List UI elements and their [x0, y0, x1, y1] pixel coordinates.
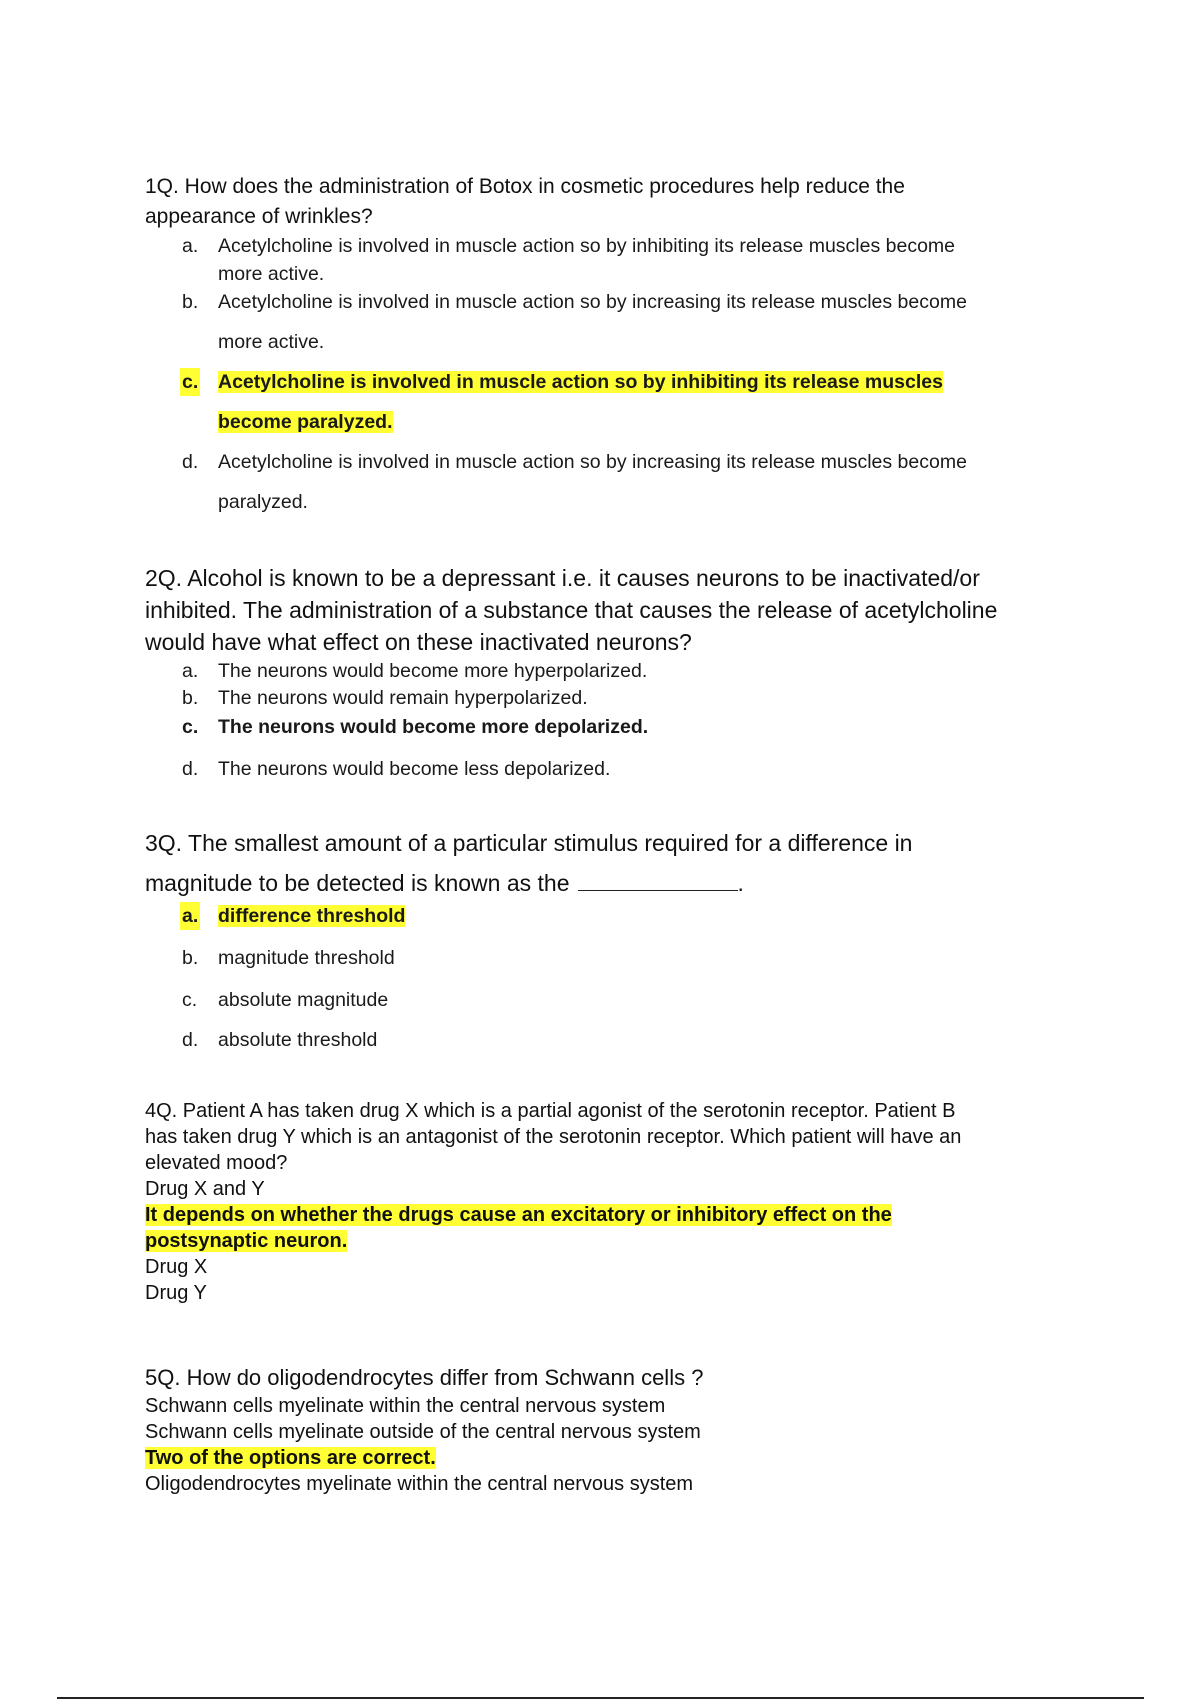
option-letter: a.	[182, 660, 199, 682]
question-1-option-d	[145, 448, 1075, 516]
option-text: difference threshold	[218, 905, 406, 927]
option-text-line-1: Acetylcholine is involved in muscle action so by inhibiting its release muscles become	[218, 235, 956, 257]
question-3-option-b	[145, 944, 1075, 972]
question-2-stem-line-3: would have what effect on these inactivated neurons?	[145, 629, 692, 655]
question-4-option-2-line-2: postsynaptic neuron.	[145, 1230, 348, 1252]
question-4	[145, 1098, 1075, 1306]
option-text-line-1: Acetylcholine is involved in muscle action so by inhibiting its release muscles	[218, 371, 943, 393]
question-2-stem-line-1: 2Q. Alcohol is known to be a depressant i.e. it causes neurons to be inactivated/or	[145, 565, 980, 591]
question-3-option-d	[145, 1026, 1075, 1054]
option-letter: c.	[182, 989, 198, 1011]
question-1-option-b	[145, 288, 1075, 356]
option-letter: b.	[182, 947, 199, 969]
question-3	[145, 822, 1075, 1054]
question-2-option-a	[145, 658, 1075, 685]
question-4-option-4: Drug Y	[145, 1282, 207, 1304]
question-3-stem-line-1: 3Q. The smallest amount of a particular stimulus required for a difference in	[145, 830, 913, 856]
option-text: absolute magnitude	[218, 989, 389, 1011]
option-text-line-2: more active.	[218, 263, 325, 285]
option-letter: a.	[182, 235, 199, 257]
answer-blank	[578, 870, 738, 891]
question-3-stem-line-2	[145, 864, 1075, 902]
option-text: The neurons would become more depolarized.	[218, 716, 649, 738]
option-text-line-2: paralyzed.	[218, 491, 308, 513]
question-1-option-c	[145, 368, 1075, 436]
question-2-option-c	[145, 714, 1075, 741]
question-5	[145, 1363, 1075, 1497]
option-letter: d.	[182, 451, 199, 473]
question-1-stem-line-1: 1Q. How does the administration of Botox in cosmetic procedures help reduce the	[145, 175, 905, 198]
question-4-stem-line-1: 4Q. Patient A has taken drug X which is a partial agonist of the serotonin receptor. Patient B	[145, 1100, 956, 1122]
question-3-stem-text: magnitude to be detected is known as the	[145, 870, 570, 896]
option-text: The neurons would become less depolarized.	[218, 758, 611, 780]
option-letter: a.	[180, 902, 200, 930]
option-text-line-1: Acetylcholine is involved in muscle action so by increasing its release muscles become	[218, 291, 967, 313]
question-2-option-b	[145, 685, 1075, 712]
option-letter: d.	[182, 758, 199, 780]
option-text-line-2: more active.	[218, 331, 325, 353]
option-text: absolute threshold	[218, 1029, 378, 1051]
question-5-option-2: Schwann cells myelinate outside of the central nervous system	[145, 1421, 701, 1443]
question-4-option-1: Drug X and Y	[145, 1178, 265, 1200]
footer-rule	[57, 1697, 1144, 1699]
question-2-option-d	[145, 756, 1075, 783]
option-letter: c.	[180, 368, 200, 396]
question-4-option-3: Drug X	[145, 1256, 208, 1278]
question-5-option-3: Two of the options are correct.	[145, 1447, 436, 1469]
question-2-stem-line-2: inhibited. The administration of a substance that causes the release of acetylcholine	[145, 597, 998, 623]
option-text: The neurons would remain hyperpolarized.	[218, 687, 588, 709]
question-1-option-a	[145, 232, 1075, 288]
question-5-option-4: Oligodendrocytes myelinate within the central nervous system	[145, 1473, 694, 1495]
option-text-line-1: Acetylcholine is involved in muscle action so by increasing its release muscles become	[218, 451, 967, 473]
question-5-stem: 5Q. How do oligodendrocytes differ from Schwann cells ?	[145, 1365, 704, 1390]
question-3-option-c	[145, 986, 1075, 1014]
question-1-stem-line-2: appearance of wrinkles?	[145, 205, 373, 228]
option-letter: d.	[182, 1029, 199, 1051]
option-letter: c.	[182, 716, 199, 738]
option-text-line-2: become paralyzed.	[218, 411, 393, 433]
question-4-stem-line-2: has taken drug Y which is an antagonist of the serotonin receptor. Which patient will have an	[145, 1126, 962, 1148]
question-3-stem-end: .	[737, 870, 744, 896]
option-text: magnitude threshold	[218, 947, 395, 969]
option-letter: b.	[182, 291, 199, 313]
question-5-option-1: Schwann cells myelinate within the central nervous system	[145, 1395, 666, 1417]
question-4-option-2-line-1: It depends on whether the drugs cause an excitatory or inhibitory effect on the	[145, 1204, 892, 1226]
option-letter: b.	[182, 687, 199, 709]
question-3-option-a	[145, 902, 1075, 930]
question-4-stem-line-3: elevated mood?	[145, 1152, 288, 1174]
question-1	[145, 172, 1075, 516]
option-text: The neurons would become more hyperpolarized.	[218, 660, 648, 682]
question-2	[145, 562, 1075, 783]
